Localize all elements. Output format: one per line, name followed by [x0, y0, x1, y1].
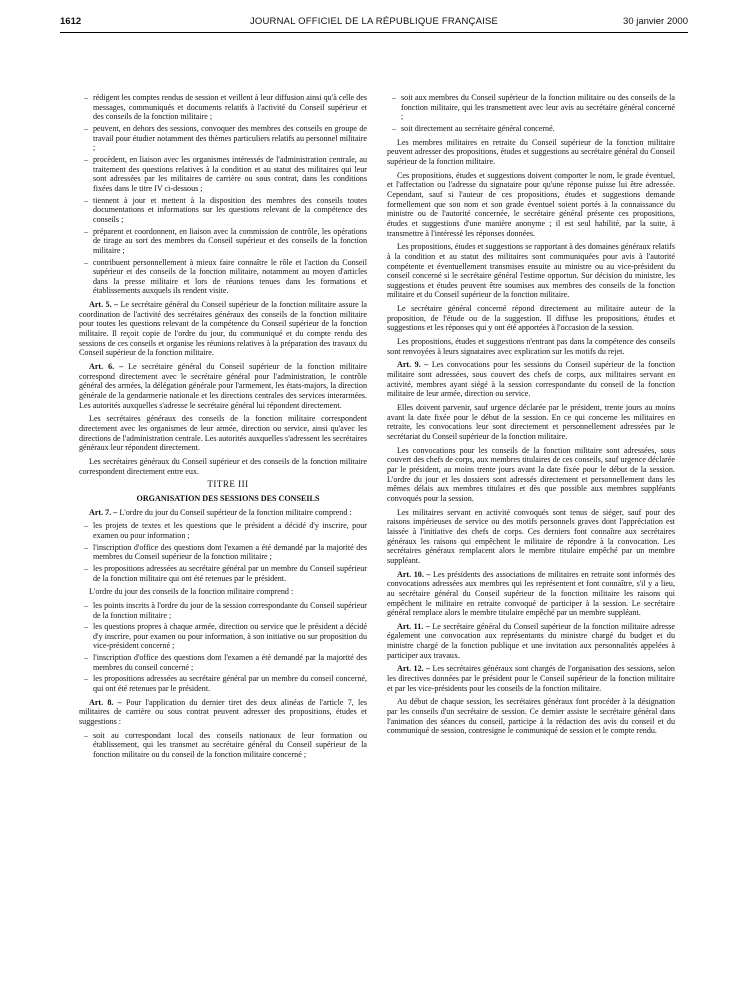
article-text: Les secrétaires généraux sont chargés de l'organisation des sessions, selon les directives données par le président pour le Conseil supérieur de la fonction militaire et par les vice-présidents pour les conseils de la fonction militaire.	[387, 664, 675, 693]
article-text: Le secrétaire général du Conseil supérieur de la fonction militaire adresse également une convocation aux représentants du ministre chargé du budget et du ministre chargé de la fonction publique et une invitation aux personnalités appelées à participer aux travaux.	[387, 621, 676, 660]
article-text: Les présidents des associations de militaires en retraite sont informés des convocations adressées aux membres qui les représentent et font connaître, s'il y a lieu, au secrétaire général du Conseil supérieur de la fonction militaire les raisons qui empêchent le militaire en retraite convoqué de participer à la session. Le secrétaire général remplace alors le membre titulaire empêché par un membre suppléant.	[387, 569, 675, 618]
article-label: Art. 8. –	[89, 697, 122, 707]
article-label: Art. 12. –	[397, 664, 431, 674]
list-item: – peuvent, en dehors des sessions, convoquer des membres des conseils en groupe de travail pour étudier notamment des thèmes particuliers relatifs au personnel militaire ;	[79, 124, 367, 153]
list-item: – l'inscription d'office des questions dont l'examen a été demandé par la majorité des membres du Conseil supérieur de la fonction militaire ;	[79, 543, 367, 562]
paragraph: Les propositions, études et suggestions se rapportant à des domaines généraux relatifs à la condition et au statut des militaires sont communiquées pour avis à l'autorité compétente et éventuellement transmises ensuite au ministre ou au vice-président du conseil concerné si le secrétaire général l'estime opportun. Sur décision du ministre, les suggestions et études peuvent être soumises aux membres des conseils de la fonction militaire et du Conseil supérieur de la fonction militaire.	[387, 242, 675, 300]
section-subtitle: ORGANISATION DES SESSIONS DES CONSEILS	[136, 493, 320, 503]
list-item: – procèdent, en liaison avec les organismes intéressés de l'administration centrale, au traitement des questions relatives à la condition et au statut des militaires qui leur sont adressées par les militaires de carrière ou sous contrat, dans les conditions fixées dans le titre IV ci-dessous ;	[79, 155, 367, 194]
paragraph: L'ordre du jour des conseils de la fonction militaire comprend :	[89, 587, 294, 597]
article-6	[79, 362, 367, 410]
article-11	[387, 622, 675, 661]
paragraph: Les propositions, études et suggestions n'entrant pas dans la compétence des conseils sont renvoyées à leurs signataires avec explication sur les motifs du rejet.	[387, 337, 675, 356]
page-header	[60, 16, 688, 32]
article-text: Le secrétaire général du Conseil supérieur de la fonction militaire correspond directement avec le secrétaire général pour l'administration, le contrôle général des armées, la délégation générale pour l'armement, les états-majors, la direction générale de la gendarmerie nationale et les directions centrales des services interarmées. Les autorités auxquelles s'adresse le secrétaire général lui répondent directement.	[79, 362, 367, 410]
journal-title: JOURNAL OFFICIEL DE LA RÉPUBLIQUE FRANÇAISE	[249, 16, 499, 27]
article-label: Art. 10. –	[397, 569, 431, 579]
article-text: Pour l'application du dernier tiret des deux alinéas de l'article 7, les militaires de carrière ou sous contrat peuvent adresser des propositions, études et suggestions :	[79, 697, 367, 727]
article-7	[79, 508, 367, 518]
paragraph: Le secrétaire général concerné répond directement au militaire auteur de la proposition, de l'étude ou de la suggestion. Il diffuse les propositions, études et suggestions et les réponses qui y ont été apportées à l'occasion de la session.	[387, 304, 675, 333]
intro-list	[79, 93, 367, 296]
paragraph: Ces propositions, études et suggestions doivent comporter le nom, le grade éventuel, et l'affectation ou l'adresse du signataire pour qu'une réponse puisse lui être adressée. Cependant, sauf si l'auteur de ces propositions, études et suggestions demande formellement que son nom et son grade éventuel soient portés à la connaissance du ministre ou de l'autorité concernée, le secrétaire général présente ces propositions, études et suggestions d'une manière anonyme ; il est seul habilité, par la suite, à transmettre à l'intéressé les réponses données.	[387, 170, 675, 238]
list-item: – soit directement au secrétaire général concerné.	[387, 124, 675, 134]
paragraph: Les secrétaires généraux des conseils de la fonction militaire correspondent directement avec les organismes de leur armée, direction ou service, ainsi qu'avec les directions de l'administration centrale. Les autorités auxquelles s'adressent les secrétaires généraux leur répondent directement.	[79, 414, 367, 453]
article-label: Art. 6. –	[89, 362, 124, 372]
list-item: – tiennent à jour et mettent à la disposition des membres des conseils toutes documentations et informations sur les questions relevant de la compétence des conseils ;	[79, 196, 367, 225]
list-item: – les questions propres à chaque armée, direction ou service que le président a décidé d'y inscrire, pour examen ou pour information, à son initiative ou sur proposition du vice-président concerné ;	[79, 622, 367, 651]
article-label: Art. 11. –	[397, 621, 430, 631]
article-label: Art. 7. –	[89, 507, 118, 517]
right-column	[387, 93, 675, 740]
article-12	[387, 664, 675, 693]
article-9	[387, 360, 675, 399]
art8-list	[79, 731, 367, 760]
header-rule	[60, 32, 688, 33]
list-item: – contribuent personnellement à mieux faire connaître le rôle et l'action du Conseil supérieur et des conseils de la fonction militaire, notamment au moyen d'articles dans la presse militaire et lors de réunions tenues dans les formations et établissements auxquels ils rendent visite.	[79, 258, 367, 297]
list-item: – les projets de textes et les questions que le président a décidé d'y inscrire, pour examen ou pour information ;	[79, 521, 367, 540]
paragraph: Elles doivent parvenir, sauf urgence déclarée par le président, trente jours au moins avant la date fixée pour le début de la session. En ce qui concerne les militaires en retraite, les convocations leur sont directement et personnellement adressées par le secrétariat du Conseil supérieur de la fonction militaire.	[387, 403, 675, 441]
paragraph: Au début de chaque session, les secrétaires généraux font procéder à la désignation par les conseils d'un secrétaire de session. Ce dernier assiste le secrétaire général dans l'animation des séances du conseil, participe à la rédaction des avis du conseil et du communiqué de session, contresigne le communiqué de session et le compte rendu.	[387, 697, 675, 736]
article-text: Les convocations pour les sessions du Conseil supérieur de la fonction militaire sont adressées, sous couvert des chefs de corps, aux militaires servant en activité, membres ayant siégé à la session correspondante du conseil de la fonction militaire de leur armée, direction ou service.	[387, 360, 675, 399]
art7-list-2	[79, 601, 367, 694]
article-text: L'ordre du jour du Conseil supérieur de la fonction militaire comprend :	[119, 507, 352, 517]
paragraph: Les membres militaires en retraite du Conseil supérieur de la fonction militaire peuvent adresser des propositions, études et suggestions au secrétaire général du Conseil supérieur de la fonction militaire.	[387, 137, 675, 166]
list-item: – l'inscription d'office des questions dont l'examen a été demandé par la majorité des membres du conseil concerné ;	[79, 653, 367, 672]
list-item: – les propositions adressées au secrétaire général par un membre du conseil concerné, qui ont été retenues par le président.	[79, 674, 367, 693]
left-column	[79, 93, 367, 764]
paragraph: Les militaires servant en activité convoqués sont tenus de siéger, sauf pour des raisons impérieuses de service ou des motifs personnels graves dont l'appréciation est laissée à l'initiative des chefs de corps. Ces derniers font connaître aux secrétaires généraux les raisons qui empêchent le militaire de répondre à la convocation. Les secrétaires généraux remplacent alors le membre titulaire empêché par un membre suppléant.	[387, 507, 675, 565]
paragraph: Les convocations pour les conseils de la fonction militaire sont adressées, sous couvert des chefs de corps, aux membres titulaires de ces conseils, sauf urgence déclarée par le président, au moins trente jours avant la date fixée pour le début de la session. L'ordre du jour et les dossiers sont adressés directement et personnellement dans les mêmes délais aux membres titulaires et dès que possible aux membres suppléants convoqués pour la session.	[387, 445, 675, 503]
article-5	[79, 300, 367, 358]
page-number: 1612	[60, 16, 82, 27]
list-item: – rédigent les comptes rendus de session et veillent à leur diffusion ainsi qu'à celle des messages, communiqués et documents relatifs à l'activité du Conseil supérieur et des conseils de la fonction militaire ;	[79, 93, 367, 122]
article-label: Art. 9. –	[397, 360, 429, 370]
article-8	[79, 698, 367, 727]
article-10	[387, 570, 675, 618]
list-item: – soit au correspondant local des conseils nationaux de leur formation ou établissement, qui les transmet au secrétaire général du Conseil supérieur de la fonction militaire ou du conseil de la fonction militaire concerné ;	[79, 731, 367, 760]
article-label: Art. 5. –	[89, 300, 119, 310]
section-title: TITRE III	[207, 479, 249, 490]
art7-list-1	[79, 521, 367, 583]
paragraph: Les secrétaires généraux du Conseil supérieur et des conseils de la fonction militaire correspondent directement entre eux.	[79, 456, 367, 476]
list-item: – les points inscrits à l'ordre du jour de la session correspondante du Conseil supérieur de la fonction militaire ;	[79, 601, 367, 620]
issue-date: 30 janvier 2000	[623, 16, 688, 27]
list-item: – préparent et coordonnent, en liaison avec la commission de contrôle, les opérations de tirage au sort des membres du Conseil supérieur et des conseils de la fonction militaire ;	[79, 227, 367, 256]
list-item: – les propositions adressées au secrétaire général par un membre du Conseil supérieur de la fonction militaire qui ont été retenues par le président.	[79, 564, 367, 583]
list-item: – soit aux membres du Conseil supérieur de la fonction militaire ou des conseils de la fonction militaire, qui les transmettent avec leur avis au secrétaire général concerné ;	[387, 93, 675, 122]
art8-list-cont	[387, 93, 675, 134]
article-text: Le secrétaire général du Conseil supérieur de la fonction militaire assure la coordination de l'activité des secrétaires généraux des conseils de la fonction militaire pour toutes les questions relevant de la compétence du Conseil supérieur de la fonction militaire. Il reçoit copie de l'ordre du jour, du communiqué et du compte rendu des sessions de ces conseils et organise les réunions relatives à la préparation des travaux du Conseil supérieur de la fonction militaire.	[79, 300, 367, 358]
